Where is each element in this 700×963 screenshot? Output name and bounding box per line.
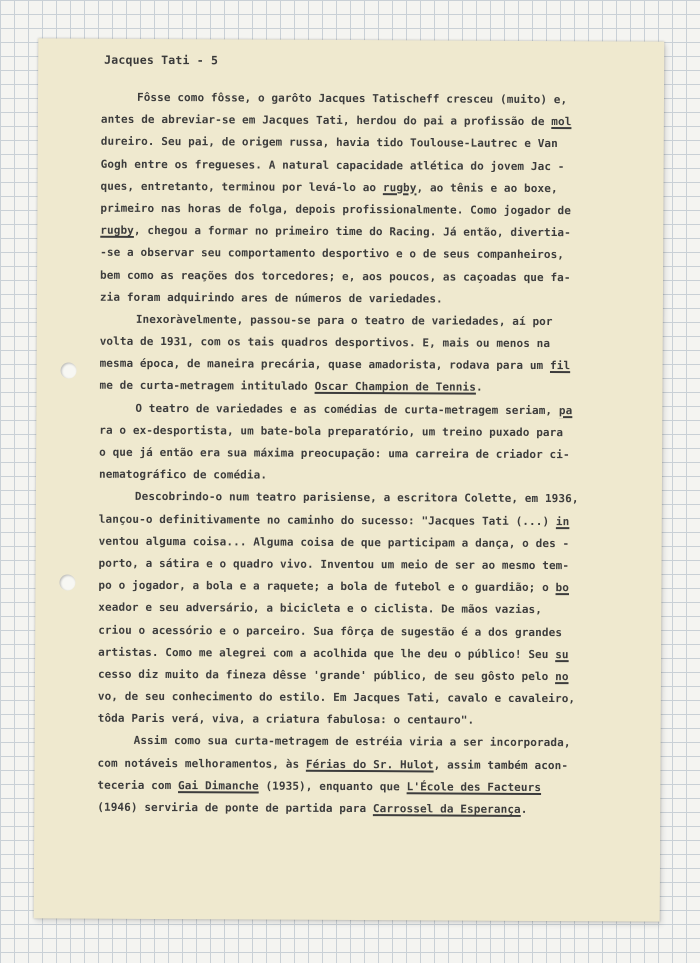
text-line: Assim como sua curta-metragem de estréia viria a ser incorporada, <box>133 734 571 750</box>
text-line: Gogh entre os fregueses. A natural capacidade atlética do jovem Jac - <box>100 157 565 173</box>
text-line: Fôsse como fôsse, o garôto Jacques Tatischeff cresceu (muito) e, <box>136 90 568 107</box>
text-line: com notáveis melhoramentos, às Férias do Sr. Hulot, assim também acon- <box>97 756 569 772</box>
text-line: volta de 1931, com os tais quadros desportivos. E, mais ou menos na <box>99 334 551 351</box>
text-line: xeador e seu adversário, a bicicleta e o ciclista. De mãos vazias, <box>98 601 543 617</box>
punch-hole <box>61 362 77 378</box>
text-line: Descobrindo-o num teatro parisiense, a escritora Colette, em 1936, <box>134 490 579 506</box>
text-line: mesma época, de maneira precária, quase amadorista, rodava para um fil <box>99 356 571 373</box>
text-line: po o jogador, a bola e a raquete; a bola de futebol e o guardião; o bo <box>98 578 570 595</box>
typewritten-page <box>34 38 665 921</box>
text-line: ra o ex-desportista, um bate-bola preparatório, um treino puxado para <box>99 423 564 439</box>
text-line: tôda Paris verá, viva, a criatura fabulosa: o centauro". <box>97 711 475 727</box>
text-line: vo, de seu conhecimento do estilo. Em Jacques Tati, cavalo e cavaleiro, <box>97 689 576 706</box>
text-line: dureiro. Seu pai, de origem russa, havia tido Toulouse-Lautrec e Van <box>100 135 558 151</box>
text-line: O teatro de variedades e as comédias de curta-metragem seriam, pa <box>135 401 573 417</box>
text-line: criou o acessório e o parceiro. Sua fôrça de sugestão é a dos grandes <box>98 623 563 639</box>
punch-hole <box>59 574 75 590</box>
text-line: ventou alguma coisa... Alguma coisa de que participam a dança, o des - <box>98 534 570 550</box>
text-line: o que já então era sua máxima preocupação: uma carreira de criador ci- <box>99 445 570 462</box>
text-line: bem como as reações dos torcedores; e, aos poucos, as caçoadas que fa- <box>100 268 571 284</box>
text-line: primeiro nas horas de folga, depois profissionalmente. Como jogador de <box>100 201 572 218</box>
text-line: Inexoràvelmente, passou-se para o teatro de variedades, aí por <box>135 312 553 328</box>
text-line: zia foram adquirindo ares de números de variedades. <box>99 290 443 306</box>
text-line: (1946) serviria de ponte de partida para Carrossel da Esperança. <box>97 800 528 816</box>
text-line: nematográfico de comédia. <box>98 467 268 482</box>
text-line: teceria com Gai Dimanche (1935), enquanto que L'École des Facteurs <box>97 778 542 794</box>
body-text <box>97 87 637 822</box>
text-line: me de curta-metragem intitulado Oscar Champion de Tennis. <box>99 379 483 395</box>
text-line: artistas. Como me alegrei com a acolhida que lhe deu o público! Seu su <box>98 645 569 661</box>
text-line: cesso diz muito da fineza dêsse 'grande' público, de seu gôsto pelo no <box>97 667 569 684</box>
page-header: Jacques Tati - 5 <box>104 52 219 68</box>
text-line: porto, a sátira e o quadro vivo. Inventou um meio de ser ao mesmo tem- <box>98 556 570 573</box>
text-line: -se a observar seu comportamento desportivo e o de seus companheiros, <box>100 246 565 262</box>
text-line: ques, entretanto, terminou por levá-lo ao rugby, ao tênis e ao boxe, <box>100 179 558 195</box>
text-line: lançou-o definitivamente no caminho do sucesso: "Jacques Tati (...) in <box>98 512 570 528</box>
text-line: rugby, chegou a formar no primeiro time do Racing. Já então, divertia- <box>100 223 571 240</box>
text-line: antes de abreviar-se em Jacques Tati, herdou do pai a profissão de mol <box>100 112 572 129</box>
